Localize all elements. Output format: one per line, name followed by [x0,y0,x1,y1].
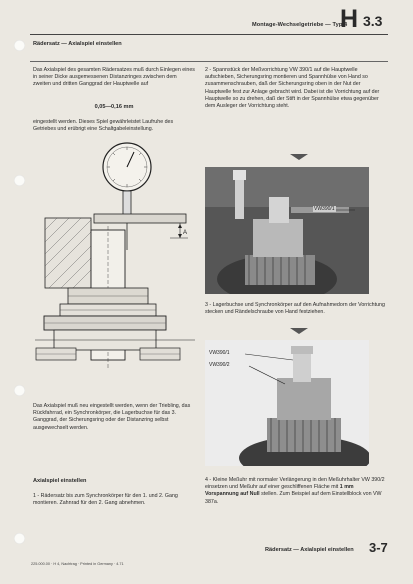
footer-section-title: Rädersatz — Axialspiel einstellen [265,547,354,553]
readjust-note: Das Axialspiel muß neu eingestellt werden, wenn der Triebling, das Rückfahrrad, ein Synchronkörper, die Lagerbuchse für das 3. Ganggrad, der Sicherungsring oder der Distanzring selbst ausgewechselt werden. [33,403,191,431]
tool-label-vw390-1: VW390/1 [314,206,335,212]
intro-text: Das Axialspiel des gesamten Rädersatzes muß durch Einlegen eines in seiner Dicke ausgemessenen Distanzringes zwischen dem zweiten und dritten Ganggrad der Hauptwelle auf [33,67,195,88]
section-title: Rädersatz — Axialspiel einstellen [33,41,122,47]
step-3-text: 3 - Lagerbuchse und Synchronkörper auf den Aufnahmedorn der Vorrichtung stecken und Rändelschraube von Hand festziehen. [205,302,385,316]
dimension-a-label: A [183,230,188,236]
step-1-text: 1 - Rädersatz bis zum Synchronkörper für den 1. und 2. Gang montieren. Zahnrad für den 2. Gang abnehmen. [33,493,178,507]
header-rule [30,34,388,35]
step-4-part-c: stellen. Zum Beispiel auf dem Einstellblock von VW 387a. [205,491,382,505]
clearance-note: eingestellt werden. Dieses Spiel gewährleistet Laufruhe des Getriebes und erübrigt eine Schaltgabeleinstellung. [33,119,174,133]
step-4-part-a: 4 - Kleine Meßuhr mit normaler Verlängerung in den Meßuhrhalter VW 390/2 einsetzen und Meßuhr auf einer geschliffenen Fläche mit [205,477,385,491]
dial-gauge-diagram [30,140,200,370]
punch-hole-icon [14,40,25,51]
punch-hole-icon [14,533,25,544]
tool-label-vw390-1: VW390/1 [209,350,230,356]
arrow-down-icon [290,328,308,334]
punch-hole-icon [14,175,25,186]
arrow-down-icon [290,154,308,160]
subsection-title: Axialspiel einstellen [33,478,87,484]
page-number: 3-7 [369,540,388,555]
step-4-text [205,477,385,506]
step-4-emphasis: 1 mm Vorspannung auf Null [205,484,354,498]
punch-hole-icon [14,385,25,396]
step-2-text: 2 - Spannstück der Meßvorrichtung VW 390/1 auf die Hauptwelle aufschieben, Sicherungsring montieren und Spannhülse von Hand so zusammenschrauben, daß der Sicherungsring oben in der Nut der Hauptwelle fest zur Anlage gebracht wird. Dabei ist die Vorrichtung auf der Hauptwelle so zu drehen, daß der Stift in der Spannhülse etwa gegenüber dem Ausleger der Vorrichtung steht. [205,67,380,110]
section-rule [30,61,388,62]
clearance-value: 0,05—0,16 mm [94,104,134,110]
photo-gauge-mounted [205,167,369,294]
header-title: Montage-Wechselgetriebe — Typ 4 [252,22,348,28]
header-code-number: 3.3 [363,13,383,29]
photo-synchro-mounted [205,340,369,466]
print-info: 225.000.00 · H 4, Nachtrag · Printed in Germany · 4.71 [31,562,124,566]
tool-label-vw390-2: VW390/2 [209,362,230,368]
header-code-letter: H [340,5,359,33]
